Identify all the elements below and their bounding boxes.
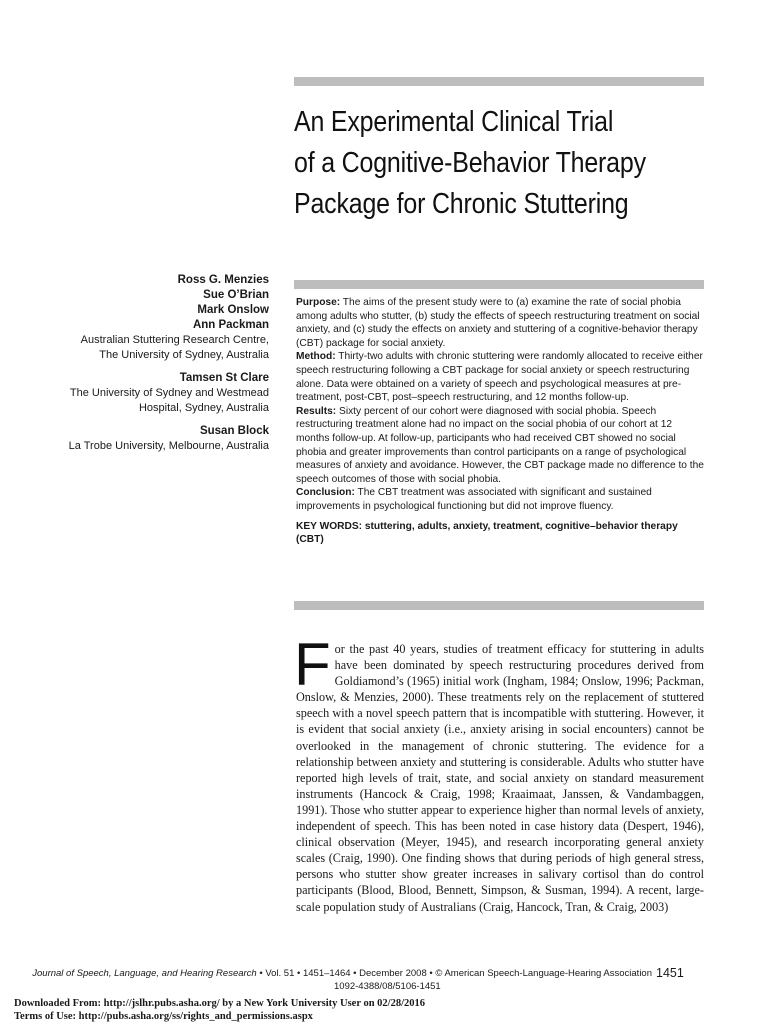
purpose-text: The aims of the present study were to (a) examine the rate of social phobia among adults who stutter, (b) study the effects of speech restructuring treatment on social anxiety, and (c) study the effects on anxiety and stuttering of a cognitive-behavior therapy (CBT) package for social anxiety. [296, 297, 700, 349]
abstract-purpose [296, 296, 708, 350]
results-text: Sixty percent of our cohort were diagnosed with social phobia. Speech restructuring treatment alone had no impact on the social phobia of our cohort at 12 months follow-up. At follow-up, participants who had received CBT showed no social phobia and greater improvements than control participants on a range of psychological measures of anxiety and avoidance. However, the CBT package made no difference to the speech outcomes of those with social phobia. [296, 405, 704, 485]
method-label: Method: [296, 351, 336, 363]
author-group [0, 273, 269, 363]
download-line: Downloaded From: http://jslhr.pubs.asha.org/ by a New York University User on 02/28/2016 [14, 998, 425, 1009]
issn: 1092-4388/08/5106-1451 [334, 981, 441, 992]
author-name: Sue O’Brian [203, 289, 269, 301]
title-line: Package for Chronic Stuttering [294, 188, 629, 220]
journal-details: • Vol. 51 • 1451–1464 • December 2008 • © American Speech-Language-Hearing Association [256, 968, 652, 979]
abstract-conclusion [296, 486, 708, 513]
journal-name: Journal of Speech, Language, and Hearing Research [32, 968, 257, 979]
author-group [0, 424, 269, 454]
author-name: Tamsen St Clare [179, 372, 269, 384]
method-text: Thirty-two adults with chronic stuttering were randomly allocated to receive either speech restructuring following a CBT package for social anxiety or speech restructuring alone. Data were obtained on a variety of speech and psychological measures at pre-treatment, post-CBT, post–speech restructuring, and 12 months follow-up. [296, 351, 703, 404]
top-rule [294, 77, 704, 86]
article-title [294, 102, 655, 225]
author-name: Mark Onslow [197, 304, 269, 316]
keywords: KEY WORDS: stuttering, adults, anxiety, treatment, cognitive–behavior therapy (CBT) [296, 520, 678, 546]
abstract [296, 296, 708, 547]
conclusion-text: The CBT treatment was associated with significant and sustained improvements in psychological functioning but did not improve fluency. [296, 487, 652, 512]
results-label: Results: [296, 405, 337, 417]
author-affiliation: The University of Sydney, Australia [99, 349, 269, 361]
download-notice [14, 997, 425, 1023]
title-line: An Experimental Clinical Trial [294, 106, 614, 138]
abstract-method [296, 350, 708, 404]
abstract-top-rule [294, 280, 704, 289]
journal-citation [32, 968, 652, 979]
author-name: Susan Block [199, 425, 269, 437]
author-affiliation: Hospital, Sydney, Australia [138, 402, 269, 414]
author-affiliation: The University of Sydney and Westmead [69, 387, 269, 399]
terms-line: Terms of Use: http://pubs.asha.org/ss/rights_and_permissions.aspx [14, 1011, 313, 1022]
title-line: of a Cognitive-Behavior Therapy [294, 147, 646, 179]
drop-cap: F [294, 631, 331, 698]
body-text [294, 631, 704, 915]
abstract-bottom-rule [294, 601, 704, 610]
purpose-label: Purpose: [296, 297, 341, 308]
conclusion-label: Conclusion: [296, 487, 355, 499]
author-name: Ross G. Menzies [177, 274, 269, 286]
page-number: 1451 [656, 966, 684, 980]
body-paragraph: or the past 40 years, studies of treatment efficacy for stuttering in adults have been dominated by speech restructuring procedures derived from Goldiamond’s (1965) initial work (Ingham, 1984; Onslow, 1996; Packman, Onslow, & Menzies, 2000). These treatments rely on the replacement of stuttered speech with a novel speech pattern that is incompatible with stuttering. However, it is evident that social anxiety (i.e., anxiety arising in social encounters) cannot be overlooked in the management of chronic stuttering. The evidence for a relationship between anxiety and stuttering is considerable. Adults who stutter have reported high levels of trait, state, and social anxiety on standard measurement instruments (Hancock & Craig, 1998; Kraaimaat, Janssen, & Vandambaggen, 1991). Those who stutter appear to experience higher than normal levels of anxiety, independent of speech. This has been noted in case history data (Despert, 1946), clinical observation (Meyer, 1945), and research incorporating general anxiety scales (Craig, 1990). One finding shows that during periods of high general stress, persons who stutter show greater increases in salivary cortisol than do control participants (Blood, Blood, Bennett, Simpson, & Susman, 1994). A recent, large-scale population study of Australians (Craig, Hancock, Tran, & Craig, 2003) [296, 642, 704, 914]
author-name: Ann Packman [192, 319, 269, 331]
abstract-results [296, 405, 708, 487]
author-group [0, 371, 269, 416]
author-block [0, 273, 269, 462]
author-affiliation: Australian Stuttering Research Centre, [80, 334, 269, 346]
author-affiliation: La Trobe University, Melbourne, Australia [68, 440, 269, 452]
